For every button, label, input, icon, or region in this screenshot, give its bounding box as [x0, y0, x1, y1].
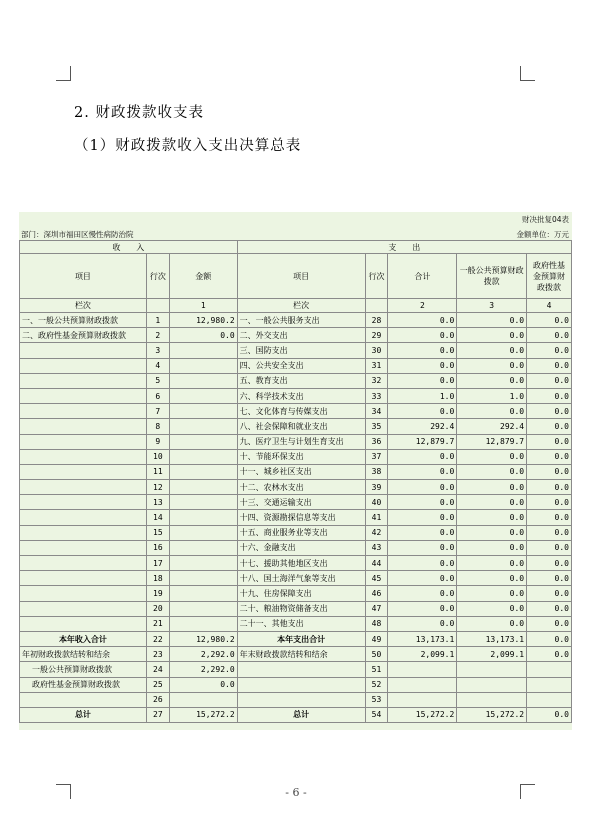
- section-heading: 2. 财政拨款收支表: [74, 105, 204, 121]
- col-number-1: 1: [169, 299, 237, 313]
- col-number-4: 4: [527, 299, 572, 313]
- expense-item-cell: 十四、资源勘探信息等支出: [237, 510, 365, 525]
- fund-amount-cell: [527, 662, 572, 677]
- general-amount-cell: 0.0: [457, 525, 527, 540]
- expense-item-cell: 五、教育支出: [237, 373, 365, 388]
- total-amount-cell: 0.0: [388, 464, 457, 479]
- income-item-cell: 本年收入合计: [20, 631, 147, 646]
- income-row-no-cell: 7: [146, 404, 169, 419]
- fund-amount-cell: 0.0: [527, 449, 572, 464]
- expense-row-no-cell: 39: [365, 480, 388, 495]
- income-amount-cell: [169, 495, 237, 510]
- expense-row-no-cell: 49: [365, 631, 388, 646]
- fund-amount-cell: 0.0: [527, 343, 572, 358]
- expense-item-cell: 一、一般公共服务支出: [237, 313, 365, 328]
- income-amount-cell: [169, 388, 237, 403]
- income-row-no-cell: 18: [146, 571, 169, 586]
- fund-amount-cell: 0.0: [527, 388, 572, 403]
- table-row: [20, 662, 572, 677]
- income-amount-cell: [169, 343, 237, 358]
- fund-amount-cell: 0.0: [527, 707, 572, 722]
- expense-row-no-cell: 52: [365, 677, 388, 692]
- income-item-cell: 二、政府性基金预算财政拨款: [20, 328, 147, 343]
- table-row: [20, 313, 572, 328]
- fund-amount-cell: 0.0: [527, 540, 572, 555]
- expense-row-no-cell: 43: [365, 540, 388, 555]
- expense-row-no-cell: 35: [365, 419, 388, 434]
- fund-amount-cell: 0.0: [527, 556, 572, 571]
- income-amount-cell: [169, 464, 237, 479]
- section-header-row: [20, 241, 572, 254]
- total-amount-cell: 0.0: [388, 343, 457, 358]
- total-amount-cell: 0.0: [388, 449, 457, 464]
- total-amount-cell: [388, 692, 457, 707]
- expense-row-no-cell: 48: [365, 616, 388, 631]
- fund-amount-cell: 0.0: [527, 313, 572, 328]
- table-row: [20, 419, 572, 434]
- total-amount-cell: 0.0: [388, 540, 457, 555]
- expense-row-no-cell: 37: [365, 449, 388, 464]
- fund-amount-cell: 0.0: [527, 328, 572, 343]
- table-row: [20, 343, 572, 358]
- income-row-no-cell: 9: [146, 434, 169, 449]
- income-row-no-cell: 6: [146, 388, 169, 403]
- total-amount-cell: 0.0: [388, 525, 457, 540]
- total-amount-cell: 13,173.1: [388, 631, 457, 646]
- general-amount-cell: 0.0: [457, 404, 527, 419]
- table-row: [20, 480, 572, 495]
- expense-item-cell: 七、文化体育与传媒支出: [237, 404, 365, 419]
- table-row: [20, 434, 572, 449]
- income-item-cell: [20, 419, 147, 434]
- expense-row-no-cell: 46: [365, 586, 388, 601]
- income-item-cell: 一、一般公共预算财政拨款: [20, 313, 147, 328]
- general-amount-cell: 2,099.1: [457, 647, 527, 662]
- fund-amount-cell: 0.0: [527, 404, 572, 419]
- general-amount-cell: 0.0: [457, 464, 527, 479]
- total-amount-cell: 0.0: [388, 480, 457, 495]
- income-row-no-cell: 12: [146, 480, 169, 495]
- expense-item-cell: 总计: [237, 707, 365, 722]
- fund-amount-cell: 0.0: [527, 373, 572, 388]
- income-item-cell: [20, 556, 147, 571]
- total-amount-cell: 0.0: [388, 358, 457, 373]
- general-amount-cell: [457, 662, 527, 677]
- expense-item-cell: 十八、国土海洋气象等支出: [237, 571, 365, 586]
- income-row-no-cell: 4: [146, 358, 169, 373]
- table-row: [20, 692, 572, 707]
- expense-item-cell: 十五、商业服务业等支出: [237, 525, 365, 540]
- income-amount-cell: [169, 616, 237, 631]
- total-amount-cell: 0.0: [388, 586, 457, 601]
- expense-item-cell: 十九、住房保障支出: [237, 586, 365, 601]
- income-amount-cell: 12,980.2: [169, 313, 237, 328]
- income-item-cell: 政府性基金预算财政拨款: [20, 677, 147, 692]
- income-item-cell: [20, 601, 147, 616]
- income-item-cell: [20, 358, 147, 373]
- fund-amount-cell: 0.0: [527, 616, 572, 631]
- fund-amount-cell: 0.0: [527, 480, 572, 495]
- general-amount-cell: 0.0: [457, 586, 527, 601]
- col-fund-budget: 政府性基金预算财政拨款: [527, 254, 572, 299]
- income-row-no-cell: 16: [146, 540, 169, 555]
- expense-row-no-cell: 47: [365, 601, 388, 616]
- table-row: [20, 540, 572, 555]
- expense-item-cell: 八、社会保障和就业支出: [237, 419, 365, 434]
- total-amount-cell: 0.0: [388, 373, 457, 388]
- fund-amount-cell: 0.0: [527, 571, 572, 586]
- expense-row-no-cell: 42: [365, 525, 388, 540]
- income-row-no-cell: 26: [146, 692, 169, 707]
- general-amount-cell: 0.0: [457, 510, 527, 525]
- income-row-no-cell: 14: [146, 510, 169, 525]
- table-row: [20, 328, 572, 343]
- general-amount-cell: 0.0: [457, 616, 527, 631]
- expense-item-cell: 二十、粮油物资储备支出: [237, 601, 365, 616]
- form-code: 财决批复04表: [521, 215, 569, 224]
- expense-row-no-cell: 40: [365, 495, 388, 510]
- income-amount-cell: [169, 540, 237, 555]
- income-section-label: 收 入: [20, 241, 238, 254]
- income-amount-cell: [169, 692, 237, 707]
- general-amount-cell: 0.0: [457, 449, 527, 464]
- expense-section-label: 支 出: [237, 241, 571, 254]
- table-row: [20, 571, 572, 586]
- income-item-cell: [20, 373, 147, 388]
- income-amount-cell: [169, 586, 237, 601]
- expense-item-cell: 九、医疗卫生与计划生育支出: [237, 434, 365, 449]
- expense-item-cell: 十一、城乡社区支出: [237, 464, 365, 479]
- income-item-cell: [20, 692, 147, 707]
- table-row: [20, 464, 572, 479]
- income-amount-cell: [169, 510, 237, 525]
- income-item-cell: [20, 540, 147, 555]
- general-amount-cell: [457, 692, 527, 707]
- general-amount-cell: 0.0: [457, 358, 527, 373]
- income-amount-cell: [169, 601, 237, 616]
- crop-mark-top-right: [520, 66, 535, 81]
- fund-amount-cell: 0.0: [527, 631, 572, 646]
- expense-item-cell: 四、公共安全支出: [237, 358, 365, 373]
- column-number-row: [20, 299, 572, 313]
- table-row: [20, 586, 572, 601]
- fund-amount-cell: 0.0: [527, 358, 572, 373]
- general-amount-cell: 292.4: [457, 419, 527, 434]
- fund-amount-cell: 0.0: [527, 647, 572, 662]
- income-amount-cell: [169, 419, 237, 434]
- department-label: 部门：深圳市福田区慢性病防治院: [21, 230, 134, 239]
- income-row-no-cell: 2: [146, 328, 169, 343]
- income-row-no-cell: 3: [146, 343, 169, 358]
- expense-item-cell: [237, 677, 365, 692]
- income-row-no-cell: 1: [146, 313, 169, 328]
- income-amount-cell: [169, 449, 237, 464]
- col-number-3: 3: [457, 299, 527, 313]
- expense-row-no-cell: 50: [365, 647, 388, 662]
- income-item-cell: [20, 464, 147, 479]
- income-amount-cell: 0.0: [169, 677, 237, 692]
- fund-amount-cell: 0.0: [527, 586, 572, 601]
- expense-row-no-cell: 44: [365, 556, 388, 571]
- col-total: 合计: [388, 254, 457, 299]
- income-row-no-cell: 19: [146, 586, 169, 601]
- table-row: [20, 616, 572, 631]
- expense-item-cell: 十七、援助其他地区支出: [237, 556, 365, 571]
- general-amount-cell: 0.0: [457, 480, 527, 495]
- income-row-no-cell: 11: [146, 464, 169, 479]
- income-item-cell: [20, 343, 147, 358]
- total-amount-cell: 15,272.2: [388, 707, 457, 722]
- income-amount-cell: 2,292.0: [169, 662, 237, 677]
- income-row-no-cell: 15: [146, 525, 169, 540]
- income-item-cell: [20, 510, 147, 525]
- income-row-no-cell: 20: [146, 601, 169, 616]
- col-income-row-no: 行次: [146, 254, 169, 299]
- income-row-no-cell: 22: [146, 631, 169, 646]
- expense-row-no-cell: 33: [365, 388, 388, 403]
- total-amount-cell: 0.0: [388, 616, 457, 631]
- fund-amount-cell: [527, 692, 572, 707]
- expense-item-cell: 二、外交支出: [237, 328, 365, 343]
- table-row: [20, 631, 572, 646]
- expense-row-no-cell: 54: [365, 707, 388, 722]
- fund-amount-cell: 0.0: [527, 419, 572, 434]
- income-amount-cell: [169, 571, 237, 586]
- income-row-no-cell: 13: [146, 495, 169, 510]
- income-item-cell: [20, 388, 147, 403]
- expense-row-no-cell: 34: [365, 404, 388, 419]
- total-amount-cell: 0.0: [388, 313, 457, 328]
- income-amount-cell: [169, 525, 237, 540]
- budget-table: [19, 240, 572, 723]
- col-expense-row-no: 行次: [365, 254, 388, 299]
- income-row-no-cell: 8: [146, 419, 169, 434]
- total-amount-cell: 0.0: [388, 556, 457, 571]
- col-income-amount: 金额: [169, 254, 237, 299]
- expense-row-no-cell: 29: [365, 328, 388, 343]
- expense-row-no-cell: 53: [365, 692, 388, 707]
- income-row-no-cell: 25: [146, 677, 169, 692]
- total-amount-cell: 0.0: [388, 495, 457, 510]
- general-amount-cell: 0.0: [457, 571, 527, 586]
- income-amount-cell: 15,272.2: [169, 707, 237, 722]
- income-item-cell: [20, 449, 147, 464]
- total-amount-cell: [388, 662, 457, 677]
- income-amount-cell: [169, 358, 237, 373]
- expense-item-cell: 十二、农林水支出: [237, 480, 365, 495]
- total-amount-cell: 292.4: [388, 419, 457, 434]
- expense-row-no-cell: 32: [365, 373, 388, 388]
- total-amount-cell: 0.0: [388, 404, 457, 419]
- income-item-cell: [20, 434, 147, 449]
- general-amount-cell: [457, 677, 527, 692]
- expense-item-cell: [237, 662, 365, 677]
- col-income-item: 项目: [20, 254, 147, 299]
- fund-amount-cell: 0.0: [527, 525, 572, 540]
- spreadsheet-image: [19, 212, 572, 730]
- expense-item-cell: [237, 692, 365, 707]
- expense-item-cell: 三、国防支出: [237, 343, 365, 358]
- income-item-cell: [20, 480, 147, 495]
- general-amount-cell: 1.0: [457, 388, 527, 403]
- expense-row-no-cell: 28: [365, 313, 388, 328]
- income-amount-cell: 12,980.2: [169, 631, 237, 646]
- income-item-cell: [20, 525, 147, 540]
- expense-row-no-cell: 30: [365, 343, 388, 358]
- fund-amount-cell: [527, 677, 572, 692]
- income-item-cell: [20, 495, 147, 510]
- income-row-no-cell: 17: [146, 556, 169, 571]
- total-amount-cell: [388, 677, 457, 692]
- income-amount-cell: [169, 373, 237, 388]
- table-title: （1）财政拨款收入支出决算总表: [74, 138, 302, 154]
- income-amount-cell: [169, 404, 237, 419]
- expense-row-no-cell: 38: [365, 464, 388, 479]
- total-amount-cell: 0.0: [388, 601, 457, 616]
- total-amount-cell: 0.0: [388, 510, 457, 525]
- table-row: [20, 495, 572, 510]
- col-number-label: 栏次: [20, 299, 147, 313]
- income-row-no-cell: 24: [146, 662, 169, 677]
- table-row: [20, 556, 572, 571]
- table-row: [20, 510, 572, 525]
- fund-amount-cell: 0.0: [527, 510, 572, 525]
- income-amount-cell: [169, 434, 237, 449]
- expense-row-no-cell: 41: [365, 510, 388, 525]
- table-row: [20, 373, 572, 388]
- general-amount-cell: 13,173.1: [457, 631, 527, 646]
- income-item-cell: [20, 616, 147, 631]
- col-number-2: 2: [388, 299, 457, 313]
- table-row: [20, 404, 572, 419]
- col-number-blank: [146, 299, 169, 313]
- table-row: [20, 677, 572, 692]
- table-row: [20, 647, 572, 662]
- crop-mark-top-left: [56, 66, 71, 81]
- total-amount-cell: 1.0: [388, 388, 457, 403]
- income-row-no-cell: 10: [146, 449, 169, 464]
- general-amount-cell: 0.0: [457, 540, 527, 555]
- income-amount-cell: 2,292.0: [169, 647, 237, 662]
- expense-item-cell: 十三、交通运输支出: [237, 495, 365, 510]
- income-item-cell: 总计: [20, 707, 147, 722]
- column-header-row: [20, 254, 572, 299]
- general-amount-cell: 12,879.7: [457, 434, 527, 449]
- fund-amount-cell: 0.0: [527, 434, 572, 449]
- col-expense-item: 项目: [237, 254, 365, 299]
- table-row: [20, 525, 572, 540]
- income-row-no-cell: 23: [146, 647, 169, 662]
- income-row-no-cell: 27: [146, 707, 169, 722]
- total-amount-cell: 0.0: [388, 571, 457, 586]
- general-amount-cell: 0.0: [457, 343, 527, 358]
- income-row-no-cell: 21: [146, 616, 169, 631]
- total-amount-cell: 0.0: [388, 328, 457, 343]
- total-amount-cell: 2,099.1: [388, 647, 457, 662]
- expense-row-no-cell: 31: [365, 358, 388, 373]
- income-item-cell: 年初财政拨款结转和结余: [20, 647, 147, 662]
- general-amount-cell: 0.0: [457, 373, 527, 388]
- expense-item-cell: 十六、金融支出: [237, 540, 365, 555]
- general-amount-cell: 0.0: [457, 495, 527, 510]
- table-row: [20, 449, 572, 464]
- general-amount-cell: 0.0: [457, 601, 527, 616]
- expense-item-cell: 六、科学技术支出: [237, 388, 365, 403]
- income-item-cell: 一般公共预算财政拨款: [20, 662, 147, 677]
- income-amount-cell: 0.0: [169, 328, 237, 343]
- general-amount-cell: 0.0: [457, 313, 527, 328]
- income-item-cell: [20, 586, 147, 601]
- expense-item-cell: 十、节能环保支出: [237, 449, 365, 464]
- unit-label: 金额单位：万元: [516, 230, 569, 239]
- expense-item-cell: 二十一、其他支出: [237, 616, 365, 631]
- income-item-cell: [20, 571, 147, 586]
- income-amount-cell: [169, 556, 237, 571]
- expense-row-no-cell: 51: [365, 662, 388, 677]
- expense-row-no-cell: 36: [365, 434, 388, 449]
- expense-row-no-cell: 45: [365, 571, 388, 586]
- fund-amount-cell: 0.0: [527, 495, 572, 510]
- income-row-no-cell: 5: [146, 373, 169, 388]
- table-row: [20, 358, 572, 373]
- page-number: - 6 -: [285, 786, 307, 799]
- col-number-blank-expense: [365, 299, 388, 313]
- fund-amount-cell: 0.0: [527, 464, 572, 479]
- general-amount-cell: 15,272.2: [457, 707, 527, 722]
- table-row: [20, 388, 572, 403]
- general-amount-cell: 0.0: [457, 328, 527, 343]
- general-amount-cell: 0.0: [457, 556, 527, 571]
- expense-item-cell: 本年支出合计: [237, 631, 365, 646]
- total-amount-cell: 12,879.7: [388, 434, 457, 449]
- fund-amount-cell: 0.0: [527, 601, 572, 616]
- expense-item-cell: 年末财政拨款结转和结余: [237, 647, 365, 662]
- table-row: [20, 707, 572, 722]
- col-general-budget: 一般公共预算财政拨款: [457, 254, 527, 299]
- income-item-cell: [20, 404, 147, 419]
- table-row: [20, 601, 572, 616]
- income-amount-cell: [169, 480, 237, 495]
- col-number-label-expense: 栏次: [237, 299, 365, 313]
